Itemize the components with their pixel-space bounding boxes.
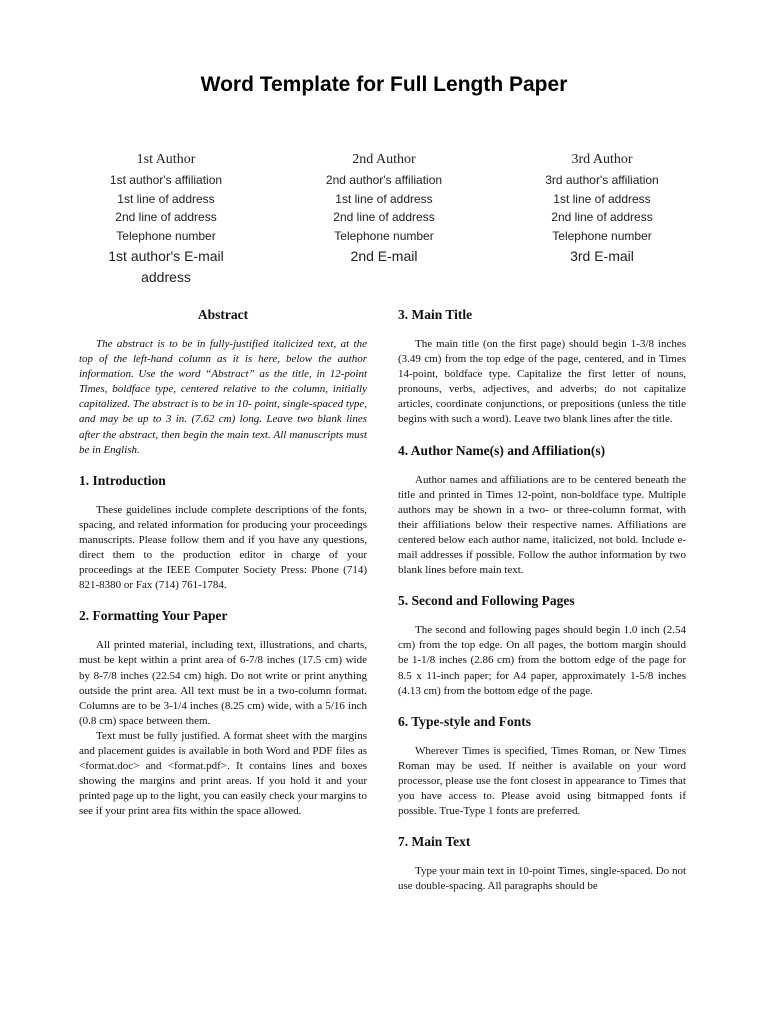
author-email: 3rd E-mail [570, 248, 634, 264]
author-address-line-2: 2nd line of address [115, 210, 217, 224]
author-phone: Telephone number [334, 228, 434, 243]
right-column [398, 306, 686, 894]
paragraph: Text must be fully justified. A format sheet with the margins and placement guides is available in both Word and PDF files as <format.doc> and <format.pdf>. It contains lines and boxes showing the margins and print areas. If you hold it and your printed page up to the light, you can easily check your margins to see if your print area fits within the space allowed. [79, 729, 367, 818]
section-heading-main-text: 7. Main Text [398, 834, 471, 850]
author-name: 3rd Author [571, 152, 633, 167]
author-email: 2nd E-mail [350, 248, 418, 264]
author-affiliation: 2nd author's affiliation [325, 173, 443, 187]
paragraph: Author names and affiliations are to be centered beneath the title and printed in Times 12-point, non-boldface type. Multiple authors may be shown in a two- or three-column format, with their affiliations below their respective names. Affiliations are centered below each author name, italicized, not bold. Include e-mail addresses if possible. Follow the author information by two blank lines before main text. [398, 473, 686, 577]
abstract-text: The abstract is to be in fully-justified italicized text, at the top of the left-hand column as it is here, below the author information. Use the word “Abstract” as the title, in 12-point Times, boldface type, centered relative to the column, initially capitalized. The abstract is to be in 10- point, single-spaced type, and may be up to 3 in. (7.62 cm) long. Leave two blank lines after the abstract, then begin the main text. All manuscripts must be in English. [79, 338, 367, 456]
author-3 [492, 150, 712, 266]
author-block [0, 150, 768, 290]
paragraph-clip [398, 864, 686, 894]
author-address-line-1: 1st line of address [335, 191, 433, 206]
author-phone: Telephone number [552, 228, 652, 243]
paragraph: These guidelines include complete descriptions of the fonts, spacing, and related information for producing your proceedings manuscripts. Please follow them and if you have any questions, direct them to the production editor in charge of your proceedings at the IEEE Computer Society Press: Phone (714) 821-8380 or Fax (714) 761-1784. [79, 503, 367, 592]
author-affiliation: 3rd author's affiliation [545, 173, 659, 187]
author-affiliation: 1st author's affiliation [109, 173, 223, 187]
section-heading-following-pages: 5. Second and Following Pages [398, 593, 575, 609]
author-address-line-2: 2nd line of address [333, 210, 435, 224]
author-address-line-1: 1st line of address [117, 191, 215, 206]
paragraph: The second and following pages should begin 1.0 inch (2.54 cm) from the top edge. On all pages, the bottom margin should be 1-1/8 inches (2.86 cm) from the bottom edge of the page for 8.5 x 11-inch paper; for A4 paper, approximately 1-5/8 inches (4.13 cm) from the bottom edge of the page. [398, 624, 686, 697]
author-phone: Telephone number [116, 228, 216, 243]
author-email-continued: address [141, 269, 191, 285]
section-heading-formatting: 2. Formatting Your Paper [79, 608, 228, 624]
paragraph: Type your main text in 10-point Times, single-spaced. Do not use double-spacing. All paragraphs should be [398, 865, 686, 893]
left-column [79, 306, 367, 819]
author-email: 1st author's E-mail [108, 248, 224, 264]
author-name: 2nd Author [352, 152, 416, 167]
abstract-heading: Abstract [197, 307, 249, 322]
paragraph: Wherever Times is specified, Times Roman, or New Times Roman may be used. If neither is available on your word processor, please use the font closest in appearance to Times that you have access to. Please avoid using bitmapped fonts if possible. True-Type 1 fonts are preferred. [398, 744, 686, 818]
section-heading-authors: 4. Author Name(s) and Affiliation(s) [398, 442, 606, 458]
section-heading-introduction: 1. Introduction [79, 472, 166, 488]
author-address-line-2: 2nd line of address [551, 210, 653, 224]
paragraph: All printed material, including text, illustrations, and charts, must be kept within a print area of 6-7/8 inches (17.5 cm) wide by 8-7/8 inches (22.54 cm) high. Do not write or print anything outside the print area. All text must be in a two-column format. Columns are to be 3-1/4 inches (8.25 cm) wide, with a 5/16 inch (0.8 cm) space between them. [79, 639, 367, 727]
paragraph: The main title (on the first page) should begin 1-3/8 inches (3.49 cm) from the top edge of the page, centered, and in Times 14-point, boldface type. Capitalize the first letter of nouns, pronouns, verbs, adjectives, and adverbs; do not capitalize articles, coordinate conjunctions, or prepositions (unless the title begins with such a word). Leave two blank lines after the title. [398, 338, 686, 426]
author-address-line-1: 1st line of address [553, 191, 651, 206]
paper-title: Word Template for Full Length Paper [200, 73, 568, 96]
section-heading-main-title: 3. Main Title [398, 307, 473, 322]
author-2 [274, 150, 494, 266]
author-1 [56, 150, 276, 287]
section-heading-type-style: 6. Type-style and Fonts [398, 713, 532, 729]
author-name: 1st Author [136, 152, 196, 167]
